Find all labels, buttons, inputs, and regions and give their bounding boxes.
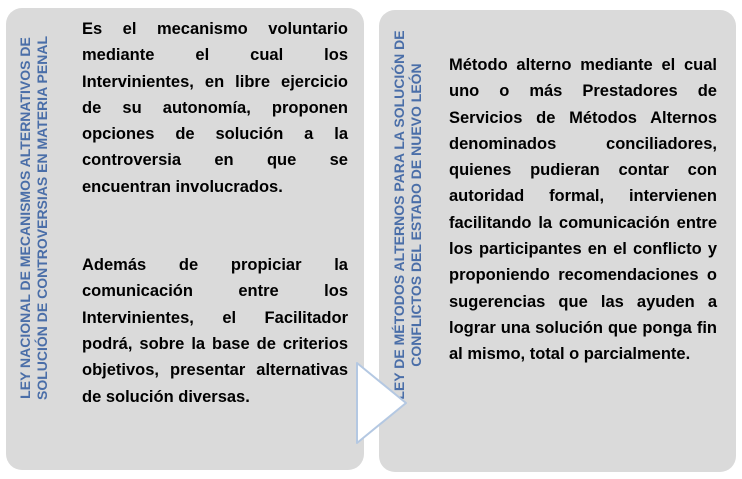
right-law-title: LEY DE MÉTODOS ALTERNOS PARA LA SOLUCIÓN DE CONFLICTOS DEL ESTADO DE NUEVO LEÓN <box>391 30 424 400</box>
arrow-triangle <box>357 363 406 443</box>
left-law-definition <box>82 16 348 410</box>
left-definition-paragraph-1: Es el mecanismo voluntario mediante el cual los Intervinientes, en libre ejercicio de su autonomía, proponen opciones de solución a la controversia en que se encuentran involucrados. <box>82 20 348 196</box>
connector-arrow-icon <box>356 362 408 444</box>
left-definition-paragraph-2: Además de propiciar la comunicación entre los Intervinientes, el Facilitador podrá, sobre la base de criterios objetivos, presentar alternativas de solución diversas. <box>82 256 348 406</box>
left-law-title: LEY NACIONAL DE MECANISMOS ALTERNATIVOS DE SOLUCIÓN DE CONTROVERSIAS EN MATERIA PENAL <box>17 35 50 401</box>
right-law-definition <box>449 52 717 368</box>
left-law-panel <box>6 8 364 470</box>
right-law-panel <box>379 10 736 472</box>
right-definition-paragraph: Método alterno mediante el cual uno o más Prestadores de Servicios de Métodos Alternos denominados conciliadores, quienes pudieran contar con autoridad formal, intervienen facilitando la comunicación entre los participantes en el conflicto y proponiendo recomendaciones o sugerencias que las ayuden a lograr una solución que ponga fin al mismo, total o parcialmente. <box>449 56 717 364</box>
